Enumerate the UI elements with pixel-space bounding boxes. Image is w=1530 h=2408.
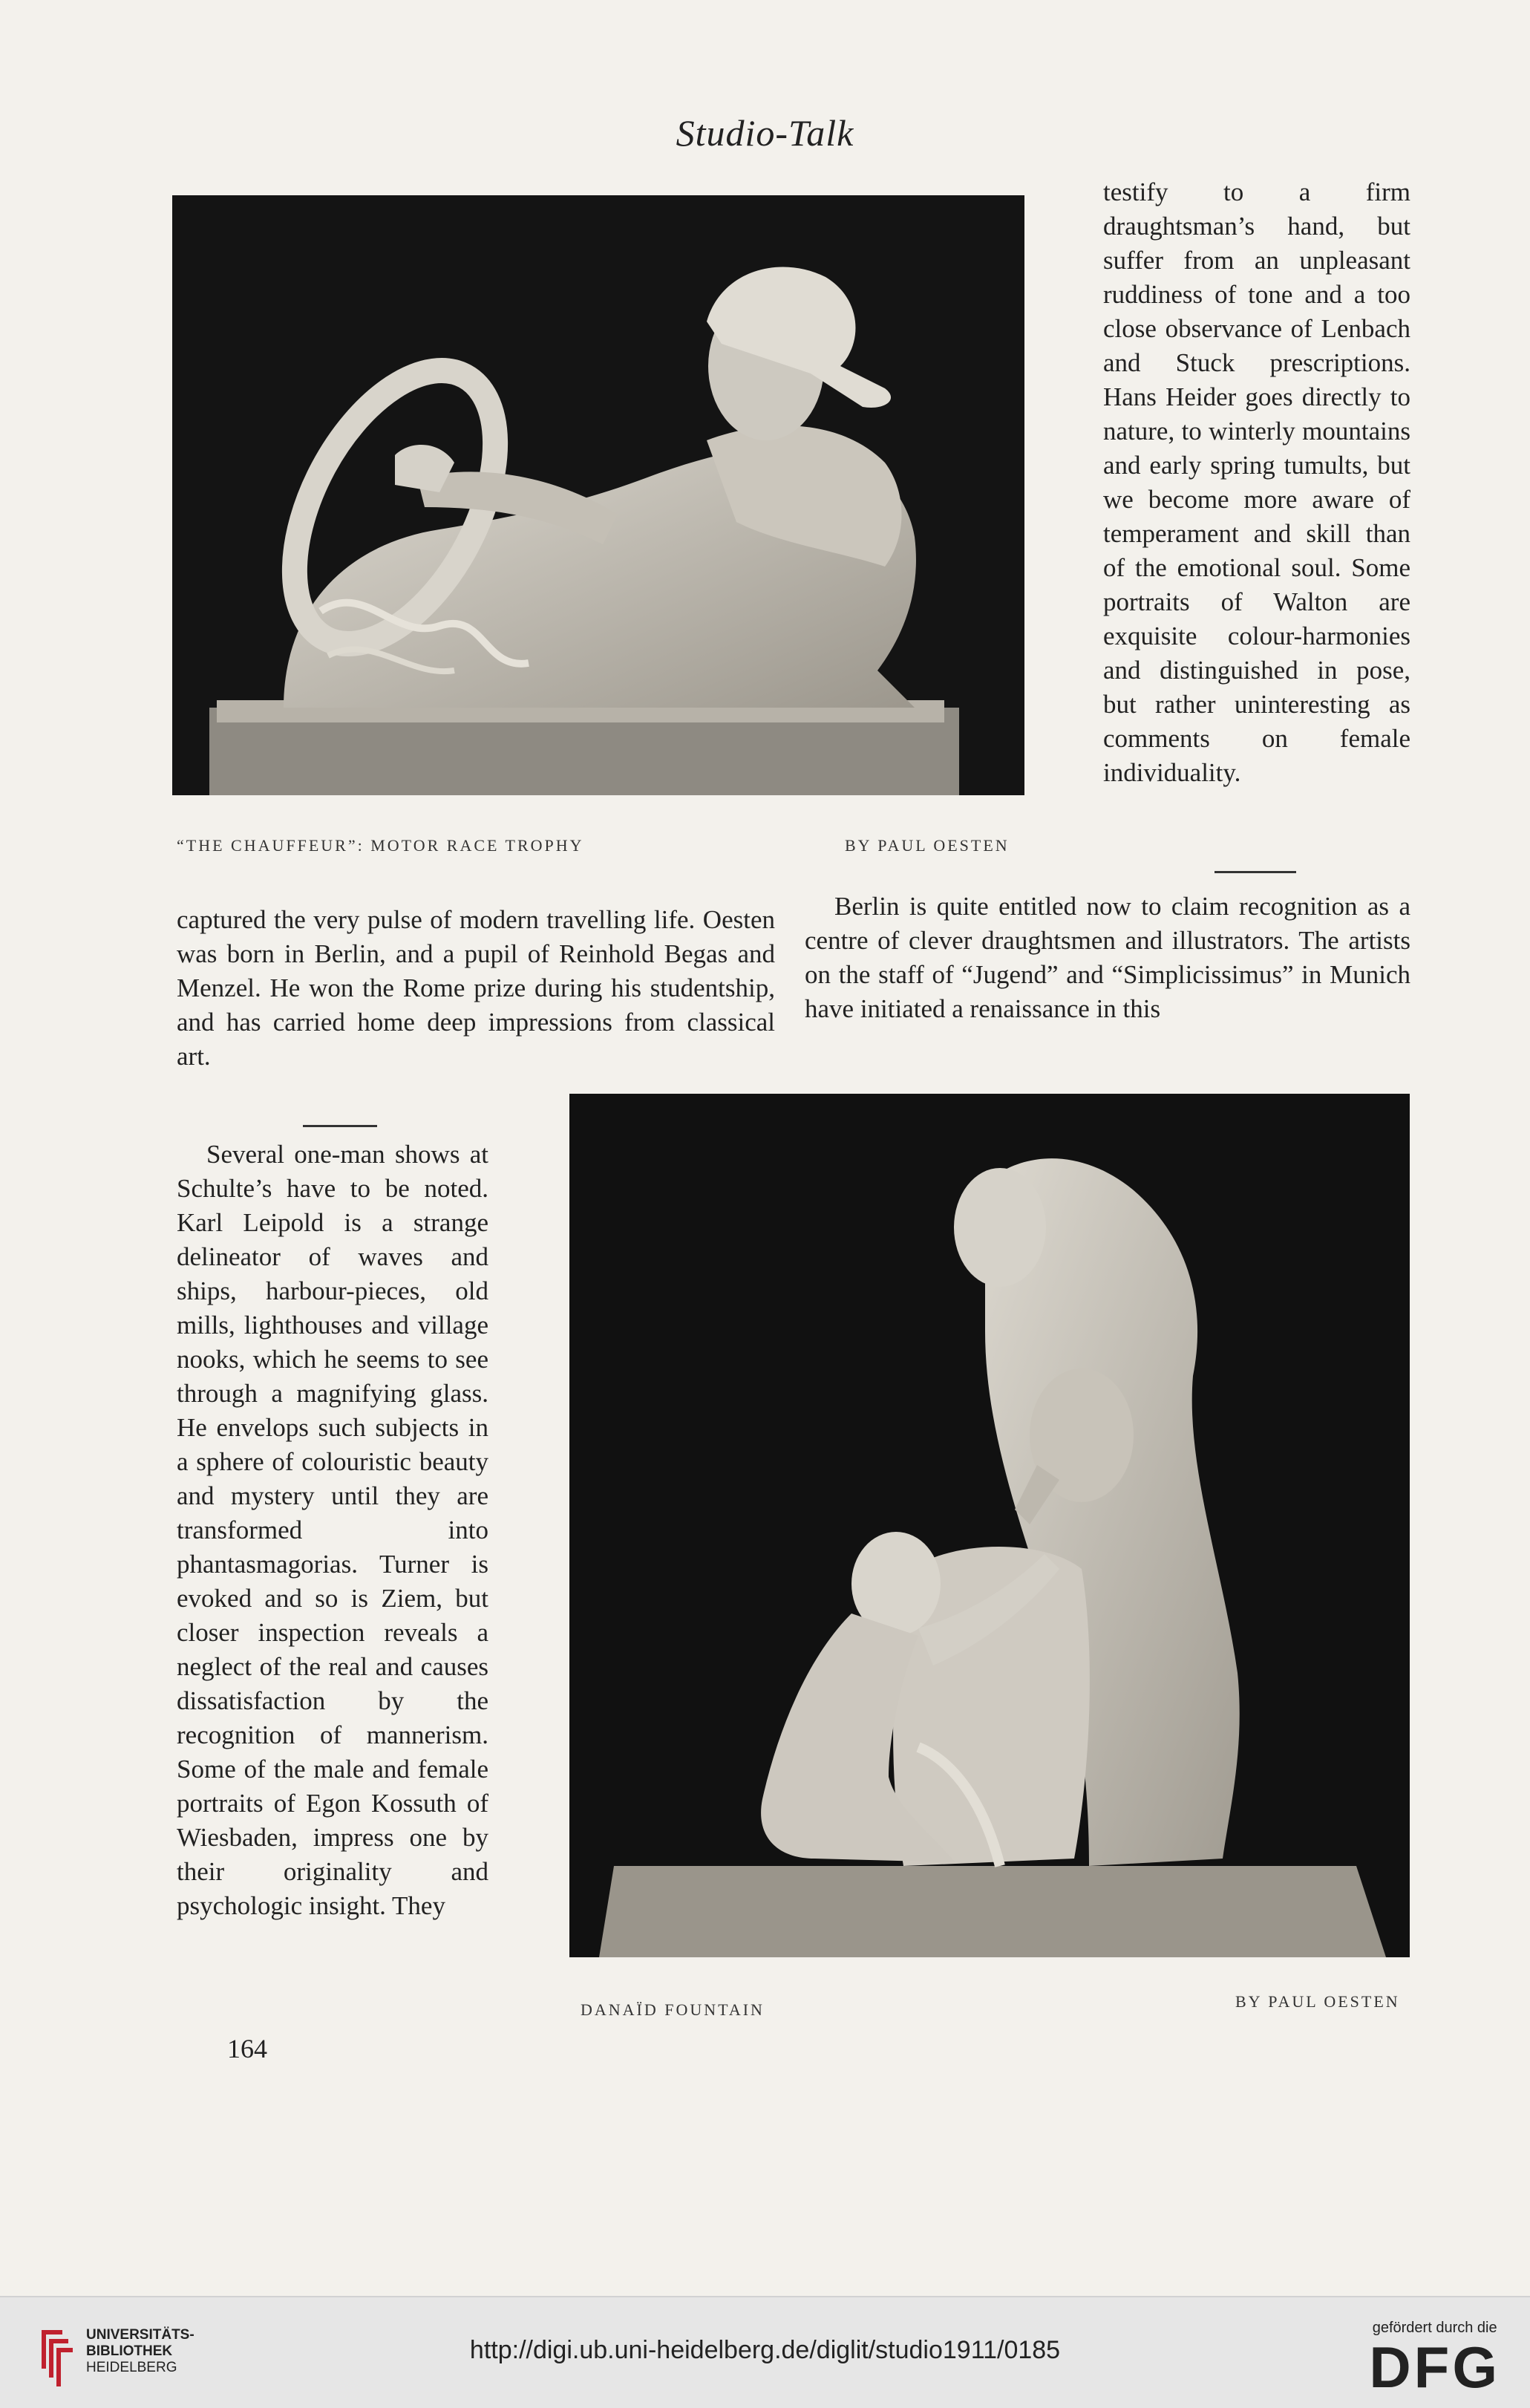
library-name-line-1: UNIVERSITÄTS- [86,2327,194,2343]
left-mid-paragraph: captured the very pulse of modern travelling life. Oesten was born in Berlin, and a pupil of Reinhold Begas and Menzel. He won the Rome prize during his studentship, and has carried home deep impressions from classical art. [177,905,775,1071]
left-bottom-paragraph: Several one-man shows at Schulte’s have to be noted. Karl Leipold is a strange delineator of waves and ships, harbour-pieces, old mills, lighthouses and village nooks, which he seems to see through a magnifying glass. He envelops such subjects in a sphere of colouristic beauty and mystery until they are transformed into phantasmagorias. Turner is evoked and so is Ziem, but closer inspection reveals a neglect of the real and causes dissatisfaction by the recognition of mannerism. Some of the male and female portraits of Egon Kossuth of Wiesbaden, impress one by their originality and psychologic insight. They [177,1140,488,1920]
chauffeur-photo [172,195,1024,795]
chauffeur-caption-credit: BY PAUL OESTEN [845,836,1010,855]
running-title: Studio-Talk [676,112,854,154]
danaid-caption-credit: BY PAUL OESTEN [1235,1992,1400,2011]
right-mid-paragraph: Berlin is quite entitled now to claim recognition as a centre of clever draughtsmen and illustrators. The artists on the staff of “Jugend” and “Simplicissimus” in Munich have initiated a renaissance in this [805,892,1410,1023]
danaid-caption-title: DANAÏD FOUNTAIN [581,2000,765,2019]
funded-by-text: gefördert durch die [1372,2320,1497,2336]
permalink-url[interactable]: http://digi.ub.uni-heidelberg.de/diglit/studio1911/0185 [469,2336,1061,2364]
library-name-line-2: BIBLIOTHEK [86,2343,173,2359]
funder-block [1369,2320,1500,2398]
danaid-fountain-photo [569,1094,1410,1957]
right-column-top-text [1103,175,1410,790]
left-column-bottom-text [177,1138,488,1923]
page-number: 164 [227,2034,267,2063]
footer-bar [0,2296,1530,2408]
section-divider-left [303,1125,377,1127]
dfg-logo: DFG [1369,2334,1500,2400]
library-name-line-3: HEIDELBERG [86,2360,177,2375]
section-divider-right [1214,871,1296,873]
right-column-mid-text [805,890,1410,1026]
chauffeur-caption-title: “THE CHAUFFEUR”: MOTOR RACE TROPHY [177,836,584,855]
left-column-mid-text [177,903,775,1074]
right-top-paragraph: testify to a firm draughtsman’s hand, but suffer from an unpleasant ruddiness of tone and a too close observance of Lenbach and Stuck prescriptions. Hans Heider goes directly to nature, to winterly mountains and early spring tumults, but we become more aware of temperament and skill than of the emotional soul. Some portraits of Walton are exquisite colour-harmonies and distinguished in pose, but rather uninteresting as comments on female individuality. [1103,177,1410,787]
